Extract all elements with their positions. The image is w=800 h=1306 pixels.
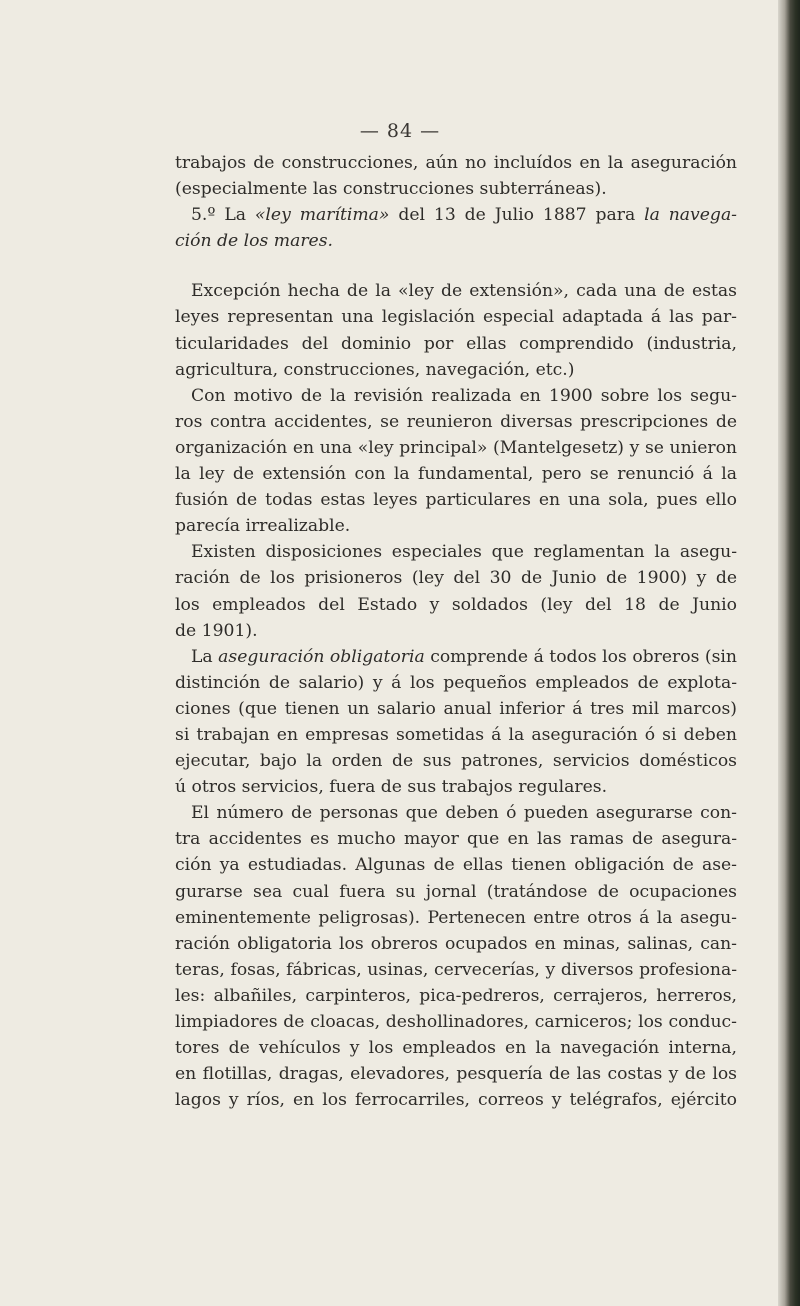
text-line: parecía irrealizable. (175, 516, 351, 537)
text-line: agricultura, construcciones, navegación, etc.) (175, 359, 575, 380)
text-line: de 1901). (175, 620, 258, 641)
page-edge-shadow (778, 0, 800, 1306)
text-line: ros contra accidentes, se reunieron diversas prescripciones de (175, 411, 737, 432)
text-line: les: albañiles, carpinteros, pica-pedreros, cerrajeros, herreros, (175, 985, 737, 1006)
text-run: del 13 de Julio 1887 para (389, 205, 645, 226)
text-line: fusión de todas estas leyes particulares en una sola, pues ello (175, 490, 737, 511)
text-line: Con motivo de la revisión realizada en 1900 sobre los segu- (191, 385, 737, 406)
text-line: teras, fosas, fábricas, usinas, cervecerías, y diversos profesiona- (175, 959, 737, 980)
text-line (175, 644, 737, 670)
text-line: El número de personas que deben ó pueden asegurarse con- (191, 803, 737, 824)
text-line (175, 228, 737, 254)
text-line: trabajos de construcciones, aún no incluídos en la aseguración (175, 153, 737, 173)
text-line: ejecutar, bajo la orden de sus patrones, servicios domésticos (175, 751, 737, 772)
text-line (175, 202, 737, 228)
text-line: leyes representan una legislación especial adaptada á las par- (175, 307, 737, 328)
text-line: ción ya estudiadas. Algunas de ellas tienen obligación de ase- (175, 855, 737, 876)
text-line: en flotillas, dragas, elevadores, pesquería de las costas y de los (175, 1064, 737, 1085)
text-line: distinción de salario) y á los pequeños empleados de explota- (175, 672, 737, 693)
text-line: ticularidades del dominio por ellas comprendido (industria, (175, 333, 737, 354)
body-text (175, 150, 737, 1113)
text-line: ración de los prisioneros (ley del 30 de Junio de 1900) y de (175, 568, 737, 589)
text-run: 5.º La (191, 205, 255, 226)
text-line: lagos y ríos, en los ferrocarriles, correos y telégrafos, ejército (175, 1090, 737, 1111)
italic-run: la navega- (644, 205, 737, 226)
text-line: tra accidentes es mucho mayor que en las ramas de asegura- (175, 829, 737, 850)
text-line: si trabajan en empresas sometidas á la aseguración ó si deben (175, 724, 737, 745)
text-line: organización en una «ley principal» (Mantelgesetz) y se unieron (175, 437, 737, 458)
text-line: ciones (que tienen un salario anual inferior á tres mil marcos) (175, 698, 737, 719)
text-line: tores de vehículos y los empleados en la navegación interna, (175, 1038, 737, 1059)
italic-run: «ley marítima» (254, 205, 390, 226)
text-line: Excepción hecha de la «ley de extensión», cada una de estas (191, 281, 737, 302)
text-line: gurarse sea cual fuera su jornal (tratándose de ocupaciones (175, 881, 737, 902)
italic-run: ción de los mares. (175, 231, 333, 252)
text-line: Existen disposiciones especiales que reglamentan la asegu- (191, 542, 737, 563)
text-run: La (191, 646, 219, 667)
text-line: ú otros servicios, fuera de sus trabajos regulares. (175, 777, 608, 798)
text-line: limpiadores de cloacas, deshollinadores, carniceros; los conduc- (175, 1012, 737, 1032)
page-number: — 84 — (359, 120, 441, 142)
text-line: los empleados del Estado y soldados (ley del 18 de Junio (175, 594, 737, 615)
text-line: ración obligatoria los obreros ocupados en minas, salinas, can- (175, 933, 737, 954)
paragraph-gap (175, 254, 737, 278)
text-line: la ley de extensión con la fundamental, pero se renunció á la (175, 464, 737, 485)
text-line: (especialmente las construcciones subterráneas). (175, 179, 607, 200)
text-run: comprende á todos los obreros (sin (424, 646, 737, 667)
text-line: eminentemente peligrosas). Pertenecen entre otros á la asegu- (175, 907, 737, 928)
italic-run: aseguración obligatoria (218, 646, 425, 667)
